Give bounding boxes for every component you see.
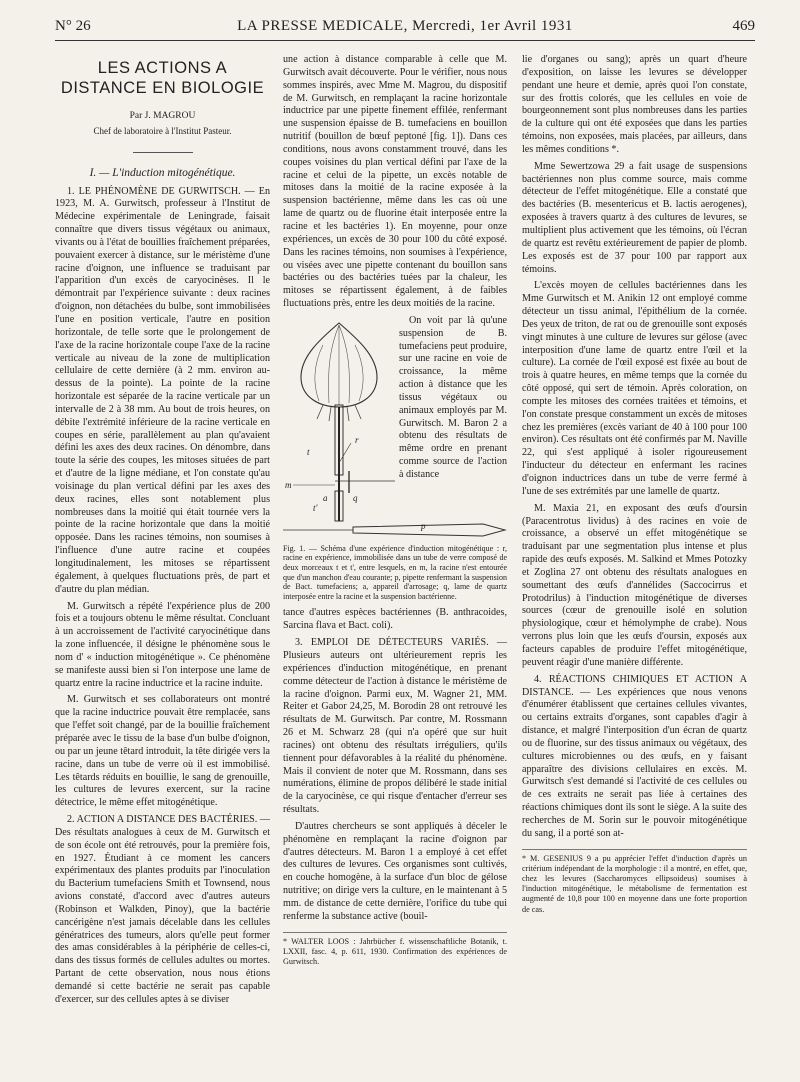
label-q: q: [353, 492, 358, 503]
figure-caption: Fig. 1. — Schéma d'une expérience d'induction mitogénétique : r, racine en expérience, immobilisée dans un tube de verre composé de deux morceaux t et t', entre lesquels, en m, la racine n'est entourée que d'un manchon d'eau courante; p, pipette renfermant la suspension de Bact. tumefaciens; a, appareil d'arrosage; q, lame de quartz interposée entre la racine et la suspension bactérienne.: [283, 543, 507, 601]
column-1: [55, 54, 270, 1062]
journal-title: LA PRESSE MEDICALE, Mercredi, 1er Avril 1931: [237, 18, 573, 34]
affiliation: Chef de laboratoire à l'Institut Pasteur.: [93, 125, 232, 136]
paragraph: 3. EMPLOI DE DÉTECTEURS VARIÉS. — Plusieurs auteurs ont ultérieurement repris les expériences d'induction mitogénétique, en prenant comme détecteur de l'action à distance le méristème de la racine d'oignon. Parmi eux, M. Wagner 21, MM. Reiter et Gabor 24,25, M. Borodin 28 ont retrouvé les résultats de M. Gurwitsch. Par contre, M. Rossmann 26 et M. Schwarz 28 (qui n'a opéré que sur huit racines) ont obtenu des résultats irréguliers, qu'ils tiennent pour défavorables à la réalité du phénomène. Mais il convient de noter que M. Rossmann, dans ses numérations, élimine de propos délibéré le stade initial de la caryocinèse, ce qui risque d'entacher d'erreur ses résultats.: [283, 637, 507, 816]
divider: [133, 152, 193, 153]
paragraph: 1. LE PHÉNOMÈNE DE GURWITSCH. — En 1923, M. A. Gurwitsch, professeur à l'Institut de Médecine expérimentale de Leningrade, faisait connaître que divers tissus végétaux ou animaux, vivants ou à l'état de bouillies fraîchement préparées, pouvaient exercer à distance, sur le méristème d'une racine d'oignon, une influence se traduisant par l'apparition d'un excès de caryocinèses. Il le démontrait par l'expérience suivante : deux racines d'oignon, non détachées du bulbe, sont immobilisées l'une en position verticale, l'autre en position horizontale, de telle sorte que le prolongement de l'axe de la racine horizontale coupe l'axe de la racine verticale au niveau de la zone de multiplication cellulaire de cette dernière (à 2 mm. environ au-dessus de la pointe). La pointe de la racine horizontale est séparée de la racine verticale par un intervalle de 2 à 38 mm. Au bout de trois heures, on débite l'extrémité inférieure de la racine verticale en coupes en série, parallèlement au plan qu'avaient défini les axes des deux racines. On dénombre, dans toute la série des coupes, les mitoses situées de part et d'autre de la ligne médiane, et l'on constate qu'au voisinage du plan vertical défini par les axes des deux racines, elles sont notablement plus nombreuses dans la moitié qui était tournée vers la pointe de la racine horizontale que dans la moitié opposée. Dans les racines témoins, non soumises à l'influence d'une autre racine et coupées longitudinalement, les mitoses se répartissent également, à quelques fluctuations près, de part et d'autre du plan médian.: [55, 185, 270, 595]
author: Par J. MAGROU: [129, 111, 196, 121]
paragraph: On voit par là qu'une suspension de B. tumefaciens peut produire, sur une racine en voie de croissance, la même action à distance que les tissus végétaux ou animaux employés par M. Gurwitsch. M. Baron 2 a obtenu des résultats de même ordre en prenant comme source de l'action à distance: [399, 314, 507, 480]
paragraph: une action à distance comparable à celle que M. Gurwitsch avait découverte. Pour le vérifier, nous nous sommes inspirés, avec Mme M. Magrou, du dispositif de M. Gurwitsch, en remplaçant la racine horizontale inductrice par une pipette finement effilée, renfermant une suspension épaisse de B. tumefaciens en bouillon nutritif (bouillon de bœuf peptoné [fig. 1]). Dans ces conditions, nous avons constamment trouvé, dans les coupes voisines du plan vertical défini par l'axe de la racine et celui de la pipette, un excès notable de mitoses dans la moitié de la racine exposée à la suspension bactérienne, même dans les cas où une lame de quartz ou de fluorine était interposée entre la racine et les bactéries 1). En moyenne, pour onze expériences, un excès de 30 pour 100 du côté exposé. Dans les racines témoins, non soumises à l'expérience, ou visées avec une pipette contenant du bouillon sans bactéries ou des bactéries tuées par la chaleur, les mitoses se répartissent également, à de faibles fluctuations près, entre les deux moitiés de la racine.: [283, 54, 507, 310]
figure-1: [283, 315, 507, 530]
label-p: p: [421, 520, 426, 531]
page-number: 469: [732, 18, 755, 34]
label-m: m: [285, 479, 292, 490]
paragraph: L'excès moyen de cellules bactériennes dans les Mme Gurwitsch et M. Anikin 12 ont employé comme détecteur un tissu animal, l'épithélium de la cornée. Des yeux de triton, de rat ou de grenouille sont exposés vingt minutes à une culture de levures sur gélose (avec interposition d'une lame de quartz entre l'œil et la culture). La cornée de l'œil exposé est fixée au bout de trois à quatre heures, en même temps que la cornée du côté opposé, qui sert de témoin. Après coloration, on compte les mitoses des cornées traitées et témoins, et l'on constate presque constamment un excès de mitoses chez les premières (excès variant de 40 à 100 pour 100 environ). Ces résultats ont été confirmés par M. Naville 22, qui s'est appliqué à isoler rigoureusement l'inducteur du détecteur en enfermant les racines d'oignon inductrices dans un tube de verre fermé à l'une de ses extrémités par une lamelle de quartz.: [522, 280, 747, 497]
paragraph: 4. RÉACTIONS CHIMIQUES ET ACTION A DISTANCE. — Les expériences que nous venons d'énumérer établissent que certaines cellules vivantes, ou certains extraits d'organes, sont capables d'agir à distance, et malgré l'interposition d'un écran de quartz ou de fluorine, sur des tissus animaux ou végétaux, des cultures microbiennes ou des œufs, en y faisant apparaître des divisions cellulaires en excès. M. Gurwitsch s'est demandé si l'activité de ces cellules ou de ces extraits ne serait pas liée à certaines des réactions chimiques dont ils sont le siège. A la suite des recherches de M. Sorin sur le pouvoir mitogénétique du sang, il a porté son at-: [522, 673, 747, 839]
paragraph: lie d'organes ou sang); après un quart d'heure d'exposition, on laisse les levures se développer pendant une heure et demie, après quoi l'on constate, sur des frottis colorés, que les cellules en voie de bourgeonnement sont plus nombreuses dans les parties de la culture qui ont été exposées que dans les parties témoins, non exposées, mais placées, par ailleurs, dans les mêmes conditions *.: [522, 54, 747, 155]
paragraph: tance d'autres espèces bactériennes (B. anthracoides, Sarcina flava et Bact. coli).: [283, 607, 507, 632]
label-t-prime: t': [313, 502, 318, 513]
paragraph: Mme Sewertzowa 29 a fait usage de suspensions bactériennes non plus comme source, mais comme détecteur de l'effet mitogénétique. Elle a constaté que des bactéries (B. mesentericus et B. lactis aerogenes), exposées à travers quartz à des cultures de levures, se multiplient plus activement que les témoins, où l'écran de quartz est revêtu extérieurement de papier de plomb. Les exposés est de 37 pour 100 par rapport aux témoins.: [522, 160, 747, 275]
label-t: t: [307, 446, 310, 457]
onion-root-diagram: [283, 315, 395, 530]
running-header: [55, 18, 755, 41]
paragraph: D'autres chercheurs se sont appliqués à déceler le phénomène en remplaçant la racine d'oignon par d'autres détecteurs. M. Baron 1 a employé à cet effet des cultures de levures. Ces organismes sont cultivés, en couche homogène, à la surface d'un bloc de gélose nutritive; on dirige vers la culture, en le maintenant à 5 mm. de distance de cette dernière, l'orifice du tube qui renferme la substance active (bouil-: [283, 820, 507, 922]
issue-number: N° 26: [55, 18, 91, 34]
paragraph: 2. ACTION A DISTANCE DES BACTÉRIES. — Des résultats analogues à ceux de M. Gurwitsch et de son école ont été retrouvés, pour la première fois, en 1927. Étudiant à ce moment les cancers expérimentaux des plantes produits par l'inoculation du Bacterium tumefaciens Smith et Townsend, nous avions constaté, d'accord avec d'autres auteurs (Robinson et Walkden, Pinoy), que la bactérie cancérigène n'est jamais décelable dans les cellules génératrices des tumeurs, alors qu'elle peut former des amas considérables à la périphérie de celles-ci, dans des tissus formés de cellules adultes ou mortes. Partant de cette observation, nous nous étions demandé si cette bactérie ne serait pas capable d'exercer, sur des cellules aptes à se diviser: [55, 814, 270, 1005]
column-2: [283, 54, 507, 1062]
paragraph: M. Maxia 21, en exposant des œufs d'oursin (Paracentrotus lividus) à des racines en voie de croissance, a observé un effet mitogénétique se traduisant par une segmentation plus intense et plus rapide des œufs exposés. M. Salkind et Mmes Potozky et Zoglina 27 ont obtenu des résultats analogues en soumettant des œufs d'annélides (Saccocirrus et Protodrilus) à l'induction mitogénétique de diverses sources (cœur de grenouille isolé en solution physiologique, cœur et hémolymphe de crabe). Nous verrons plus loin que les œufs d'oursin, exposés aux facteurs capables de produire l'effet mitogénétique, peuvent réagir d'une manière différente.: [522, 502, 747, 668]
label-r: r: [355, 434, 359, 445]
column-3: [522, 54, 747, 1062]
paragraph: M. Gurwitsch et ses collaborateurs ont montré que la racine inductrice pouvait être remplacée, sans que l'effet soit changé, par de la bouillie fraîchement préparée avec le tissu de la base d'un bulbe d'oignon, ou par un jeune têtard introduit, la tête dirigée vers la racine, dans un tube de verre où il est immobilisé. Les têtards réduits en bouillie, le sang de grenouille, les cultures de levures exercent, sur la racine détectrice, le même effet mitogénétique.: [55, 694, 270, 809]
article-title: LES ACTIONS A DISTANCE EN BIOLOGIE: [60, 59, 265, 97]
section-title: I. — L'induction mitogénétique.: [89, 166, 236, 179]
footnote: * WALTER LOOS : Jahrbücher f. wissenschaftliche Botanik, t. LXXII, fasc. 4, p. 611, 1930. Confirmation des expériences de Gurwitsch.: [283, 932, 507, 968]
label-a: a: [323, 492, 328, 503]
footnote: * M. GESENIUS 9 a pu apprécier l'effet d'induction d'après un critérium indépendant de la morphologie : il a montré, en effet, que, chez les levures (Saccharomyces ellipsoideus) soumises à l'induction mitogénétique, le métabolisme de fermentation est augmenté de 10,8 pour 100 en moyenne dans une forte proportion de cas.: [522, 849, 747, 915]
paragraph: M. Gurwitsch a répété l'expérience plus de 200 fois et a toujours obtenu le même résultat. Concluant à un accroissement de l'activité caryocinétique dans la zone influencée, il désigne le phénomène sous le nom d' « induction mitogénétique ». Ce phénomène se manifeste aussi bien si l'on interpose une lame de quartz entre la racine inductrice et la racine induite.: [55, 600, 270, 689]
